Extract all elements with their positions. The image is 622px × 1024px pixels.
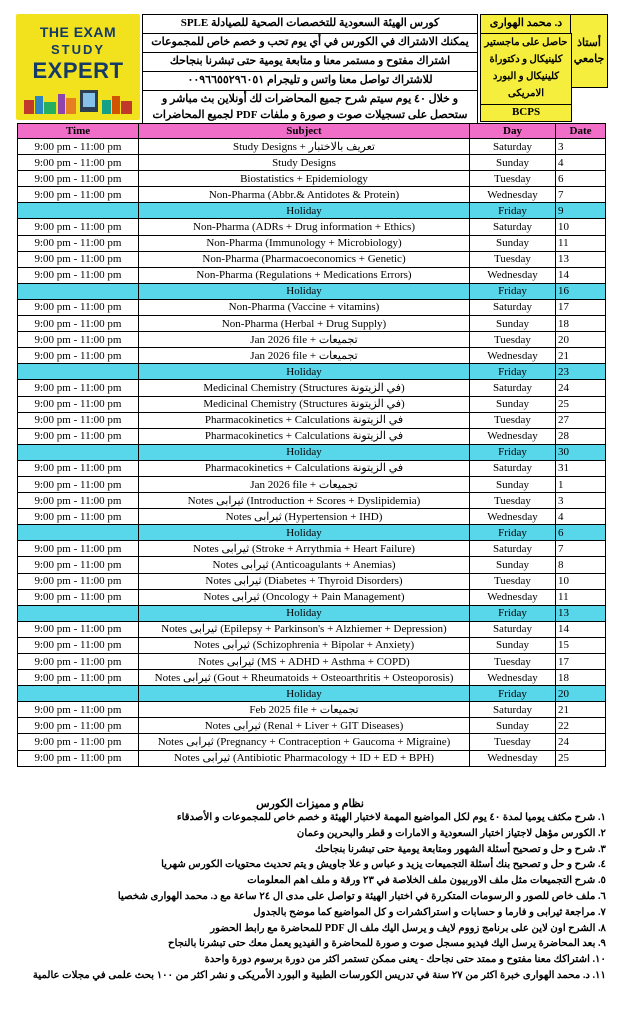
date-cell: 13 [556,605,606,621]
notes-title: نظام و مميزات الكورس [256,798,364,810]
day-cell: Wednesday [470,348,556,364]
day-cell: Tuesday [470,412,556,428]
day-cell: Tuesday [470,251,556,267]
date-cell: 27 [556,412,606,428]
course-info-box [142,14,478,122]
date-cell: 20 [556,686,606,702]
feature-item: ١٠. اشتراكك معنا مفتوح و ممتد حتى نجاحك - يعنى ممكن تستمر اكثر من دورة برسوم دورة واحدة [204,954,606,966]
date-cell: 18 [556,316,606,332]
table-row [18,187,606,203]
time-cell: 9:00 pm - 11:00 pm [18,734,139,750]
time-cell [18,364,139,380]
day-cell: Friday [470,364,556,380]
holiday-row [18,605,606,621]
feature-item: ٣. شرح و حل و تصحيح أسئلة الشهور ومتابعة يومية حتى تبشرنا بنجاحك [314,843,606,855]
logo-line-3: EXPERT [32,58,124,83]
date-cell: 22 [556,718,606,734]
column-header-day: Day [470,124,556,139]
date-cell: 6 [556,525,606,541]
date-cell: 10 [556,219,606,235]
date-cell: 4 [556,509,606,525]
subject-cell: Pharmacokinetics + Calculations في الزيتونة [139,428,470,444]
table-row [18,155,606,171]
date-cell: 17 [556,299,606,315]
time-cell: 9:00 pm - 11:00 pm [18,316,139,332]
time-cell: 9:00 pm - 11:00 pm [18,718,139,734]
date-cell: 24 [556,734,606,750]
holiday-row [18,525,606,541]
date-cell: 3 [556,139,606,155]
day-cell: Sunday [470,557,556,573]
subject-cell: Non-Pharma (Abbr.& Antidotes & Protein) [139,187,470,203]
table-row [18,348,606,364]
holiday-label: Holiday [139,686,470,702]
day-cell: Sunday [470,476,556,492]
time-cell: 9:00 pm - 11:00 pm [18,171,139,187]
table-row [18,750,606,766]
feature-item: ٨. الشرح اون لاين على برنامج زووم لايف و يرسل اليك ملف ال PDF للمحاضرة مع رابط الحضور [210,922,606,934]
date-cell: 23 [556,364,606,380]
table-row [18,637,606,653]
feature-item: ٧. مراجعة ثيرابى و فارما و حسابات و استراكشرات و كل المواضيع كما موضح بالجدول [253,906,606,918]
date-cell: 17 [556,654,606,670]
feature-item: ٥. شرح التجميعات مثل ملف الاوربيون ملف الخلاصة في ٢٣ ورقة و ملف اهم المعلومات [247,875,606,887]
contact-line: للاشتراك تواصل معنا واتس و تليجرام ٠٠٩٦٦٥٥٢٩٦٠٥١ [142,72,478,91]
schedule-table [17,123,606,767]
time-cell: 9:00 pm - 11:00 pm [18,557,139,573]
holiday-label: Holiday [139,605,470,621]
time-cell [18,525,139,541]
subject-cell: Non-Pharma (Immunology + Microbiology) [139,235,470,251]
time-cell: 9:00 pm - 11:00 pm [18,139,139,155]
date-cell: 21 [556,702,606,718]
date-cell: 8 [556,557,606,573]
subject-cell: Study Designs [139,155,470,171]
table-row [18,541,606,557]
day-cell: Sunday [470,155,556,171]
column-header-subject: Subject [139,124,470,139]
time-cell: 9:00 pm - 11:00 pm [18,670,139,686]
date-cell: 24 [556,380,606,396]
time-cell: 9:00 pm - 11:00 pm [18,541,139,557]
day-cell: Tuesday [470,332,556,348]
subject-cell: Notes ثيرابى (Renal + Liver + GIT Diseases) [139,718,470,734]
feature-item: ٢. الكورس مؤهل لاجتياز اختبار السعودية و الامارات و قطر والبحرين وعمان [296,827,606,839]
date-cell: 25 [556,750,606,766]
time-cell: 9:00 pm - 11:00 pm [18,460,139,476]
day-cell: Sunday [470,316,556,332]
time-cell [18,444,139,460]
subject-cell: Notes ثيرابى (Antibiotic Pharmacology + ID + ED + BPH) [139,750,470,766]
subject-cell: Non-Pharma (ADRs + Drug information + Ethics) [139,219,470,235]
date-cell: 11 [556,235,606,251]
feature-item: ٦. ملف خاص للصور و الرسومات المتكررة في اختبار الهيئة و تواصل على مدى ال ٢٤ ساعة مع د. محمد الهوارى شخصيا [117,890,606,902]
day-cell: Wednesday [470,428,556,444]
table-row [18,380,606,396]
day-cell: Sunday [470,637,556,653]
feature-item: ٩. بعد المحاضرة يرسل اليك فيديو مسجل صوت و صورة للمحاضرة و الفيديو يعمل معك حتى تبشرنا بالنجاح [168,938,606,950]
subject-cell: Notes ثيرابى (Gout + Rheumatoids + Osteoarthritis + Osteoporosis) [139,670,470,686]
day-cell: Tuesday [470,734,556,750]
day-cell: Friday [470,686,556,702]
feature-item: ١. شرح مكثف يوميا لمدة ٤٠ يوم لكل المواضيع المهمة لاختبار الهيئة و خصم خاص للمجموعات و الأصدقاء [176,812,606,823]
time-cell [18,686,139,702]
date-cell: 14 [556,621,606,637]
table-row [18,621,606,637]
date-cell: 30 [556,444,606,460]
time-cell [18,605,139,621]
day-cell: Wednesday [470,750,556,766]
subject-cell: Notes ثيرابى (Introduction + Scores + Dyslipidemia) [139,493,470,509]
day-cell: Saturday [470,621,556,637]
subject-cell: Medicinal Chemistry (Structures في الزيتونة) [139,396,470,412]
course-features-list [8,810,612,984]
date-cell: 11 [556,589,606,605]
time-cell: 9:00 pm - 11:00 pm [18,637,139,653]
subject-cell: Notes ثيرابى (Epilepsy + Parkinson's + Alzhiemer + Depression) [139,621,470,637]
date-cell: 1 [556,476,606,492]
day-cell: Sunday [470,396,556,412]
day-cell: Sunday [470,718,556,734]
date-cell: 6 [556,171,606,187]
subject-cell: Jan 2026 file + تجميعات [139,348,470,364]
time-cell: 9:00 pm - 11:00 pm [18,267,139,283]
day-cell: Saturday [470,702,556,718]
table-row [18,428,606,444]
table-header-row [18,124,606,139]
table-row [18,589,606,605]
time-cell [18,203,139,219]
holiday-label: Holiday [139,203,470,219]
holiday-label: Holiday [139,283,470,299]
day-cell: Saturday [470,139,556,155]
day-cell: Tuesday [470,573,556,589]
instructor-qualifications: حاصل على ماجستير كلينيكال و دكتوراة كلينيكال و البورد الامريكى [480,33,572,105]
time-cell: 9:00 pm - 11:00 pm [18,412,139,428]
day-cell: Friday [470,525,556,541]
feature-item: ١١. د. محمد الهوارى خبرة اكثر من ٢٧ سنة في تدريس الكورسات الطبية و البورد الأمريكى و نشر اكثر من ١٠٠ بحث علمى في مجلات عالمية [32,969,606,981]
day-cell: Tuesday [470,171,556,187]
table-row [18,412,606,428]
instructor-title: أستاذ جامعي [570,14,608,88]
time-cell: 9:00 pm - 11:00 pm [18,299,139,315]
instructor-name: د. محمد الهوارى [480,14,572,34]
holiday-row [18,364,606,380]
day-cell: Sunday [470,235,556,251]
subject-cell: Study Designs + تعريف بالاختبار [139,139,470,155]
time-cell: 9:00 pm - 11:00 pm [18,702,139,718]
time-cell: 9:00 pm - 11:00 pm [18,348,139,364]
subject-cell: Feb 2025 file + تجميعات [139,702,470,718]
time-cell: 9:00 pm - 11:00 pm [18,509,139,525]
subject-cell: Pharmacokinetics + Calculations في الزيتونة [139,412,470,428]
table-row [18,476,606,492]
time-cell: 9:00 pm - 11:00 pm [18,187,139,203]
date-cell: 28 [556,428,606,444]
document-header [12,14,606,122]
day-cell: Wednesday [470,509,556,525]
time-cell: 9:00 pm - 11:00 pm [18,750,139,766]
table-row [18,396,606,412]
day-cell: Saturday [470,219,556,235]
table-row [18,219,606,235]
date-cell: 18 [556,670,606,686]
column-header-time: Time [18,124,139,139]
day-cell: Friday [470,283,556,299]
time-cell: 9:00 pm - 11:00 pm [18,589,139,605]
table-row [18,573,606,589]
date-cell: 13 [556,251,606,267]
schedule-body [18,139,606,767]
table-row [18,316,606,332]
logo-line-2: STUDY [50,42,106,57]
subject-cell: Jan 2026 file + تجميعات [139,476,470,492]
time-cell: 9:00 pm - 11:00 pm [18,396,139,412]
subject-cell: Notes ثيرابى (Oncology + Pain Management) [139,589,470,605]
table-row [18,718,606,734]
subject-cell: Notes ثيرابى (MS + ADHD + Asthma + COPD) [139,654,470,670]
date-cell: 7 [556,187,606,203]
date-cell: 3 [556,493,606,509]
time-cell: 9:00 pm - 11:00 pm [18,428,139,444]
date-cell: 14 [556,267,606,283]
day-cell: Wednesday [470,267,556,283]
time-cell: 9:00 pm - 11:00 pm [18,155,139,171]
day-cell: Saturday [470,541,556,557]
time-cell: 9:00 pm - 11:00 pm [18,621,139,637]
subject-cell: Biostatistics + Epidemiology [139,171,470,187]
books-icon [22,86,134,114]
day-cell: Wednesday [470,670,556,686]
subject-cell: Non-Pharma (Herbal + Drug Supply) [139,316,470,332]
subject-cell: Notes ثيرابى (Stroke + Arrythmia + Heart Failure) [139,541,470,557]
subject-cell: Notes ثيرابى (Pregnancy + Contraception + Gaucoma + Migraine) [139,734,470,750]
table-row [18,332,606,348]
subject-cell: Non-Pharma (Vaccine + vitamins) [139,299,470,315]
table-row [18,734,606,750]
table-row [18,235,606,251]
table-row [18,670,606,686]
time-cell: 9:00 pm - 11:00 pm [18,476,139,492]
day-cell: Friday [470,605,556,621]
course-info-line: و خلال ٤٠ يوم سيتم شرح جميع المحاضرات لك أونلاين بث مباشر و ستحصل على تسجيلات صوت و صورة و ملفات PDF لجميع المحاضرات [142,91,478,126]
logo-line-1: THE EXAM [39,24,117,40]
date-cell: 25 [556,396,606,412]
subject-cell: Medicinal Chemistry (Structures في الزيتونة) [139,380,470,396]
holiday-row [18,203,606,219]
holiday-label: Holiday [139,444,470,460]
column-header-date: Date [556,124,606,139]
subject-cell: Non-Pharma (Regulations + Medications Errors) [139,267,470,283]
day-cell: Tuesday [470,654,556,670]
holiday-row [18,444,606,460]
course-info-line: يمكنك الاشتراك في الكورس في أي يوم تحب و خصم خاص للمجموعات [142,34,478,53]
subject-cell: Pharmacokinetics + Calculations في الزيتونة [139,460,470,476]
day-cell: Friday [470,444,556,460]
table-row [18,171,606,187]
holiday-row [18,283,606,299]
date-cell: 21 [556,348,606,364]
time-cell: 9:00 pm - 11:00 pm [18,251,139,267]
course-info-line: اشتراك مفتوح و مستمر معنا و متابعة يومية حتى تبشرنا بنجاحك [142,53,478,72]
table-row [18,702,606,718]
date-cell: 15 [556,637,606,653]
time-cell: 9:00 pm - 11:00 pm [18,219,139,235]
table-row [18,299,606,315]
table-row [18,139,606,155]
subject-cell: Notes ثيرابى (Hypertension + IHD) [139,509,470,525]
date-cell: 20 [556,332,606,348]
date-cell: 31 [556,460,606,476]
instructor-bcps: BCPS [480,104,572,122]
time-cell: 9:00 pm - 11:00 pm [18,332,139,348]
subject-cell: Jan 2026 file + تجميعات [139,332,470,348]
date-cell: 7 [556,541,606,557]
table-row [18,509,606,525]
table-row [18,251,606,267]
table-row [18,493,606,509]
date-cell: 4 [556,155,606,171]
holiday-row [18,686,606,702]
time-cell [18,283,139,299]
day-cell: Friday [470,203,556,219]
table-row [18,654,606,670]
time-cell: 9:00 pm - 11:00 pm [18,573,139,589]
time-cell: 9:00 pm - 11:00 pm [18,493,139,509]
day-cell: Wednesday [470,589,556,605]
day-cell: Saturday [470,380,556,396]
table-row [18,267,606,283]
time-cell: 9:00 pm - 11:00 pm [18,654,139,670]
table-row [18,460,606,476]
subject-cell: Notes ثيرابى (Schizophrenia + Bipolar + Anxiety) [139,637,470,653]
table-row [18,557,606,573]
holiday-label: Holiday [139,525,470,541]
day-cell: Wednesday [470,187,556,203]
subject-cell: Non-Pharma (Pharmacoeconomics + Genetic) [139,251,470,267]
date-cell: 9 [556,203,606,219]
date-cell: 16 [556,283,606,299]
day-cell: Saturday [470,460,556,476]
holiday-label: Holiday [139,364,470,380]
time-cell: 9:00 pm - 11:00 pm [18,235,139,251]
day-cell: Saturday [470,299,556,315]
instructor-box [480,14,608,122]
exam-study-expert-logo [16,14,140,120]
date-cell: 10 [556,573,606,589]
feature-item: ٤. شرح و حل و تصحيح بنك أسئلة التجميعات يزيد و عباس و علا جاويش و يتم تحديث محتويات الكورس شهريا [161,859,606,871]
subject-cell: Notes ثيرابى (Anticoagulants + Anemias) [139,557,470,573]
course-title: كورس الهيئة السعودية للتخصصات الصحية للصيادلة SPLE [142,14,478,34]
subject-cell: Notes ثيرابى (Diabetes + Thyroid Disorders) [139,573,470,589]
time-cell: 9:00 pm - 11:00 pm [18,380,139,396]
day-cell: Tuesday [470,493,556,509]
